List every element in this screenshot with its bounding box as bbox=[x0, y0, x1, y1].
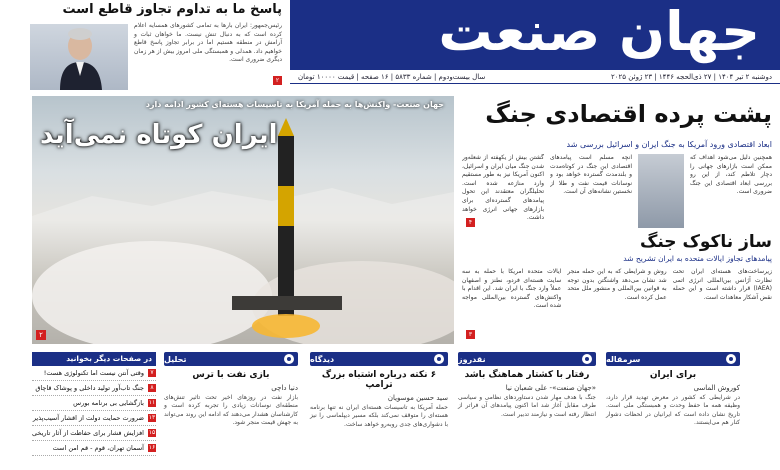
page-badge: ۲ bbox=[273, 76, 282, 85]
second-story-columns bbox=[462, 268, 772, 340]
list-item[interactable] bbox=[32, 426, 156, 441]
section-icon bbox=[726, 354, 736, 364]
section-text: بازار نفت در روزهای اخیر تحت تاثیر تنش‌های منطقه‌ای نوسانات زیادی را تجربه کرده است و کارشناسان هشدار می‌دهند که ادامه این روند می‌تواند به جهش قیمت منجر شود. bbox=[164, 394, 298, 427]
page-number: ۱۳ bbox=[148, 414, 156, 421]
main-headline[interactable]: پشت پرده اقتصادی جنگ bbox=[485, 100, 772, 128]
page-badge: ۳ bbox=[466, 330, 475, 339]
dateline bbox=[290, 70, 780, 84]
inside-pages-list bbox=[32, 352, 156, 456]
section-editorial[interactable] bbox=[606, 352, 740, 470]
section-author: دنیا داچی bbox=[271, 384, 298, 392]
hero-kicker: جهان صنعت- واکنش‌ها به حمله آمریکا به تاسیسات هسته‌ای کشور ادامه دارد bbox=[145, 100, 444, 109]
section-text: جنگ با هدف مهار شدن دستاوردهای نظامی و سیاسی طرف مقابل آغاز شد اما اکنون پیامدهای آن فراتر از انتظار رفته است و نیازمند تدبیر است. bbox=[458, 394, 596, 418]
section-text: حمله آمریکا به تاسیسات هسته‌ای ایران نه تنها برنامه هسته‌ای را متوقف نمی‌کند بلکه مسیر دیپلماسی را نیز با دشواری‌های جدی روبه‌رو خواهد ساخت. bbox=[310, 404, 448, 428]
top-left-text: رئیس‌جمهور: ایران بارها به تمامی کشورهای همسایه اعلام کرده است که به دنبال تنش نیست. ما خواهان ثبات و آرامش در منطقه هستیم اما در برابر تجاوز پاسخ قاطع خواهیم داد. همدلی و همبستگی ملی امروز بیش از هر زمان دیگری ضروری است. bbox=[134, 22, 282, 63]
section-label: تحلیل bbox=[164, 354, 187, 364]
list-item-text: بازگشایی بی برنامه بورس bbox=[73, 399, 144, 407]
section-author: سید حسین موسویان bbox=[387, 394, 448, 402]
masthead-title: جهان صنعت bbox=[438, 0, 760, 63]
article-column: روش و شرایطی که به این حمله منجر شد نشان می‌دهد واشنگتن بدون توجه به قوانین بین‌المللی و منشور ملل متحد عمل کرده است. bbox=[567, 268, 667, 301]
inside-pages-title: در صفحات دیگر بخوانید bbox=[32, 352, 156, 366]
page-number: ۱۵ bbox=[148, 429, 156, 436]
hero-photo[interactable] bbox=[32, 96, 454, 344]
list-item-text: افزایش فشار برای حفاظت از آثار تاریخی bbox=[32, 429, 144, 437]
section-label: سرمقاله bbox=[606, 354, 641, 364]
list-item-text: آسمان تهران، قوم - قم امن است bbox=[52, 444, 144, 452]
bottom-sections bbox=[0, 350, 780, 470]
list-item[interactable] bbox=[32, 441, 156, 456]
article-column: گشتن بیش از یکهفته از شعله‌ور شدن جنگ میان ایران و اسرائیل، اکنون آمریکا نیز به طور مستقیم وارد منازعه شده است. تحلیلگران معتقدند این تحول پیامدهای گسترده‌ای برای بازارهای جهانی انرژی خواهد داشت. bbox=[462, 154, 544, 222]
portrait-illustration bbox=[30, 24, 128, 90]
top-left-headline[interactable]: پاسخ ما به تداوم تجاوز قاطع است bbox=[62, 2, 282, 17]
article-column: همچنین دلیل می‌شود اهداف که ممکن است بازارهای جهانی را دچار تلاطم کند، از این رو بررسی ابعاد اقتصادی این جنگ ضروری است. bbox=[690, 154, 772, 196]
section-icon bbox=[284, 354, 294, 364]
list-item-text: وقتی آنتن نیست اما تکنولوژی هست! bbox=[43, 369, 144, 377]
section-bar bbox=[606, 352, 740, 366]
page-number: ۱۱ bbox=[148, 399, 156, 406]
list-item[interactable] bbox=[32, 411, 156, 426]
section-author: کوروش الماسی bbox=[693, 384, 740, 392]
page-number: ۸ bbox=[148, 384, 156, 392]
section-label: نقدروز bbox=[458, 354, 486, 364]
list-item[interactable] bbox=[32, 381, 156, 396]
section-viewpoint[interactable] bbox=[310, 352, 448, 470]
page-number: ۱۶ bbox=[148, 444, 156, 451]
top-left-story[interactable] bbox=[0, 0, 288, 90]
section-icon bbox=[434, 354, 444, 364]
section-headline[interactable]: رفتار با کشتار هماهنگ باشد bbox=[464, 370, 590, 380]
main-subhead: ابعاد اقتصادی ورود آمریکا به جنگ ایران و اسرائیل بررسی شد bbox=[566, 140, 772, 149]
president-photo bbox=[30, 24, 128, 90]
article-photo bbox=[638, 154, 684, 228]
page-badge: ۲ bbox=[36, 330, 46, 340]
section-text: در شرایطی که کشور در معرض تهدید قرار دارد، وظیفه همه ما حفظ وحدت و همبستگی ملی است. تاریخ نشان داده است که ایرانیان در لحظات دشوار کنار هم می‌ایستند. bbox=[606, 394, 740, 427]
main-story-columns bbox=[462, 154, 772, 228]
article-column: آنچه مسلم است پیامدهای اقتصادی این جنگ در کوتاه‌مدت و بلندمدت گسترده خواهد بود و نوسانات قیمت نفت و طلا از نخستین نشانه‌های آن است. bbox=[550, 154, 632, 196]
section-critique[interactable] bbox=[458, 352, 596, 470]
list-item-text: جنگ تاب‌آور تولید داخلی و پوشاک قاچاق bbox=[35, 384, 144, 392]
masthead bbox=[290, 0, 780, 70]
second-subhead: پیامدهای تجاوز ایالات متحده به ایران تشریح شد bbox=[623, 254, 772, 263]
article-column: زیرساخت‌های هسته‌ای ایران تحت نظارت آژانس بین‌المللی انرژی اتمی (IAEA) قرار داشته است و این حمله نقض آشکار معاهدات است. bbox=[672, 268, 772, 301]
section-label: دیدگاه bbox=[310, 354, 335, 364]
section-analysis[interactable] bbox=[164, 352, 298, 470]
section-icon bbox=[582, 354, 592, 364]
page-badge: ۴ bbox=[466, 218, 475, 227]
section-headline[interactable]: برای ایران bbox=[649, 370, 697, 380]
hero-headline[interactable]: ایران کوتاه نمی‌آید bbox=[40, 120, 278, 150]
second-headline[interactable]: ساز ناکوک جنگ bbox=[639, 232, 772, 252]
list-item[interactable] bbox=[32, 366, 156, 381]
section-bar bbox=[458, 352, 596, 366]
section-bar bbox=[310, 352, 448, 366]
section-headline[interactable]: ۶ نکته درباره اشتباه بزرگ ترامپ bbox=[321, 370, 437, 390]
list-item-text: ضرورت حمایت دولت از اقشار آسیب‌پذیر bbox=[32, 414, 144, 422]
section-author: «جهان صنعت»- علی‌ شعبان‌ نیا bbox=[505, 384, 596, 392]
dateline-left: سال بیست‌ودوم | شماره ۵۸۳۳ | ۱۶ صفحه | قیمت ۱۰۰۰۰ تومان bbox=[298, 72, 486, 81]
article-column: ایالات متحده آمریکا با حمله به سه سایت هسته‌ای فردو، نطنز و اصفهان عملاً وارد جنگ با ایران شد. این اقدام با واکنش‌های گسترده بین‌المللی مواجه شده است. bbox=[462, 268, 562, 310]
list-item[interactable] bbox=[32, 396, 156, 411]
page-number: ۷ bbox=[148, 369, 156, 377]
section-headline[interactable]: بازی نفت با ترس bbox=[192, 370, 270, 380]
section-bar bbox=[164, 352, 298, 366]
dateline-right: دوشنبه ۲ تیر ۱۴۰۴ | ۲۷ ذی‌الحجه ۱۴۴۶ | ۲۳ ژوئن ۲۰۲۵ bbox=[611, 72, 772, 81]
